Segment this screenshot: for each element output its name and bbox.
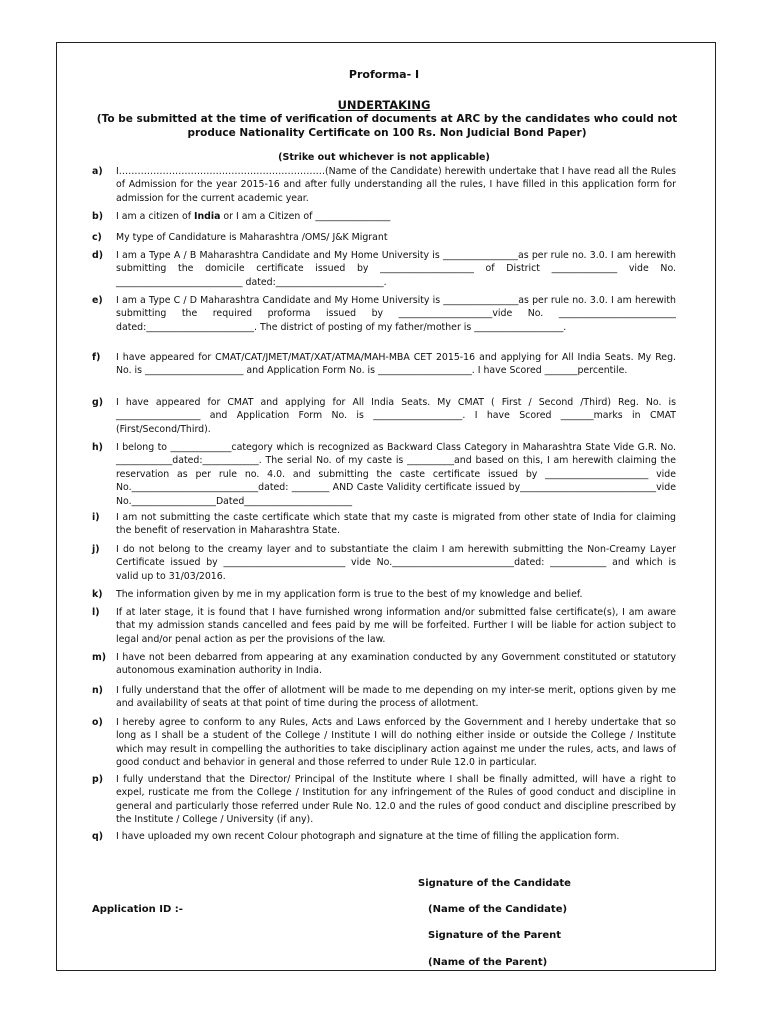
clause-label: f): [92, 352, 101, 363]
intro-line-1: (To be submitted at the time of verification of documents at ARC by the candidates who could not: [96, 113, 678, 125]
country-india: India: [194, 211, 221, 222]
clause-b: [92, 210, 676, 223]
clause-text: I have not been debarred from appearing at any examination conducted by any Government constituted or statutory autonomous examination authority in India.: [116, 652, 676, 677]
proforma-title: Proforma- I: [348, 68, 420, 81]
clause-text: I fully understand that the offer of allotment will be made to me depending on my inter-se merit, options given by me and availability of seats at that point of time during the process of allotment.: [116, 685, 676, 710]
undertaking-heading: UNDERTAKING: [337, 98, 431, 112]
clause-text: I have appeared for CMAT and applying for All India Seats. My CMAT ( First / Second /Third) Reg. No. is __________________ and Application Form No. is ___________________. I have Scored _______marks in CMAT (First/Second/Third).: [116, 397, 676, 435]
candidate-name-label: (Name of the Candidate): [428, 904, 568, 915]
intro-line-2: produce Nationality Certificate on 100 Rs. Non Judicial Bond Paper): [187, 127, 587, 139]
clause-label: d): [92, 250, 103, 261]
clause-h: [92, 441, 676, 508]
clause-text: I hereby agree to conform to any Rules, Acts and Laws enforced by the Government and I hereby undertake that so long as I shall be a student of the College / Institute I will do nothing either inside or outside the College / Institute which may result in compelling the authorities to take disciplinary action against me under the rules, acts, and laws of good conduct and behavior in general and those referred to under Rule 12.0 in particular.: [116, 717, 676, 769]
clause-label: i): [92, 512, 100, 523]
clause-label: m): [92, 652, 107, 663]
clause-m: [92, 651, 676, 678]
clause-label: j): [92, 544, 100, 555]
clause-label: a): [92, 166, 103, 177]
clause-text: My type of Candidature is Maharashtra /OMS/ J&K Migrant: [116, 232, 388, 243]
clause-text: I am a Type A / B Maharashtra Candidate and My Home University is ________________as per rule no. 3.0. I am herewith submitting the domicile certificate issued by ____________________ of District ______________ vide No. ___________________________ dated:_______________________.: [116, 250, 676, 288]
parent-name-label: (Name of the Parent): [428, 957, 548, 968]
clause-label: q): [92, 831, 103, 842]
clause-e: [92, 294, 676, 334]
candidate-signature-label: Signature of the Candidate: [418, 878, 571, 889]
clause-i: [92, 511, 676, 538]
clause-text: [116, 210, 676, 223]
clause-label: h): [92, 442, 103, 453]
clause-text: I…………………………………………………………(Name of the Candidate) herewith undertake that I have read all the Rules of Admission for the year 2015-16 and after fully understanding all the rules, I have filled in this application form for admission for the current academic year.: [116, 166, 676, 204]
clause-text: If at later stage, it is found that I have furnished wrong information and/or submitted false certificate(s), I am aware that my admission stands cancelled and fees paid by me will be forfeited. Further I will be liable for action subject to legal and/or penal action as per the provisions of the law.: [116, 607, 676, 645]
clause-g: [92, 396, 676, 436]
clause-label: g): [92, 397, 103, 408]
clause-q: [92, 830, 676, 843]
clause-k: [92, 588, 676, 601]
clause-label: n): [92, 685, 103, 696]
clause-p: [92, 773, 676, 827]
clause-label: b): [92, 211, 103, 222]
clause-label: e): [92, 295, 103, 306]
clause-text: I belong to _____________category which is recognized as Backward Class Category in Maharashtra State Vide G.R. No. ____________dated:____________. The serial No. of my caste is __________and based on this, I am herewith claiming the reservation as per rule no. 4.0. and submitting the caste certificate issued by ______________________ vide No.___________________________dated: ________ AND Caste Validity certificate issued by_____________________________vide No.__________________Dated_______________________: [116, 442, 676, 507]
strike-note: (Strike out whichever is not applicable): [278, 152, 490, 163]
clause-text-pre: I am a citizen of: [116, 211, 194, 222]
clause-text-post: or I am a Citizen of ________________: [220, 211, 391, 222]
clause-label: k): [92, 589, 103, 600]
clause-a: [92, 165, 676, 205]
clause-text: I am a Type C / D Maharashtra Candidate and My Home University is ________________as per rule no. 3.0. I am herewith submitting the required proforma issued by ____________________vide No. _________________________ dated:_______________________. The district of posting of my father/mother is ___________________.: [116, 295, 676, 333]
clause-label: c): [92, 232, 102, 243]
clause-f: [92, 351, 676, 378]
clause-text: I have uploaded my own recent Colour photograph and signature at the time of filling the application form.: [116, 831, 620, 842]
clause-text: The information given by me in my application form is true to the best of my knowledge and belief.: [116, 589, 583, 600]
clause-text: I have appeared for CMAT/CAT/JMET/MAT/XAT/ATMA/MAH-MBA CET 2015-16 and applying for All India Seats. My Reg. No. is _____________________ and Application Form No. is ____________________. I have Scored _______percentile.: [116, 352, 676, 377]
clause-label: p): [92, 774, 103, 785]
clause-text: I am not submitting the caste certificate which state that my caste is migrated from other state of India for claiming the benefit of reservation in Maharashtra State.: [116, 512, 676, 537]
application-id-label: Application ID :-: [92, 904, 183, 915]
clause-n: [92, 684, 676, 711]
clause-c: [92, 231, 676, 244]
clause-j: [92, 543, 676, 583]
clause-o: [92, 716, 676, 770]
clause-label: l): [92, 607, 100, 618]
intro-note: [92, 112, 682, 140]
clause-l: [92, 606, 676, 646]
parent-signature-label: Signature of the Parent: [428, 930, 562, 941]
clause-text: I fully understand that the Director/ Principal of the Institute where I shall be finally admitted, will have a right to expel, rusticate me from the College / Institution for any infringement of the Rules of good conduct and discipline in general and particularly those referred under Rule No. 12.0 and the rules of good conduct and discipline prescribed by the Institute / College / University (if any).: [116, 774, 676, 826]
clause-label: o): [92, 717, 103, 728]
clause-d: [92, 249, 676, 289]
clause-text: I do not belong to the creamy layer and to substantiate the claim I am herewith submitting the Non-Creamy Layer Certificate issued by __________________________ vide No.__________________________dated: ____________ and which is valid up to 31/03/2016.: [116, 544, 676, 582]
